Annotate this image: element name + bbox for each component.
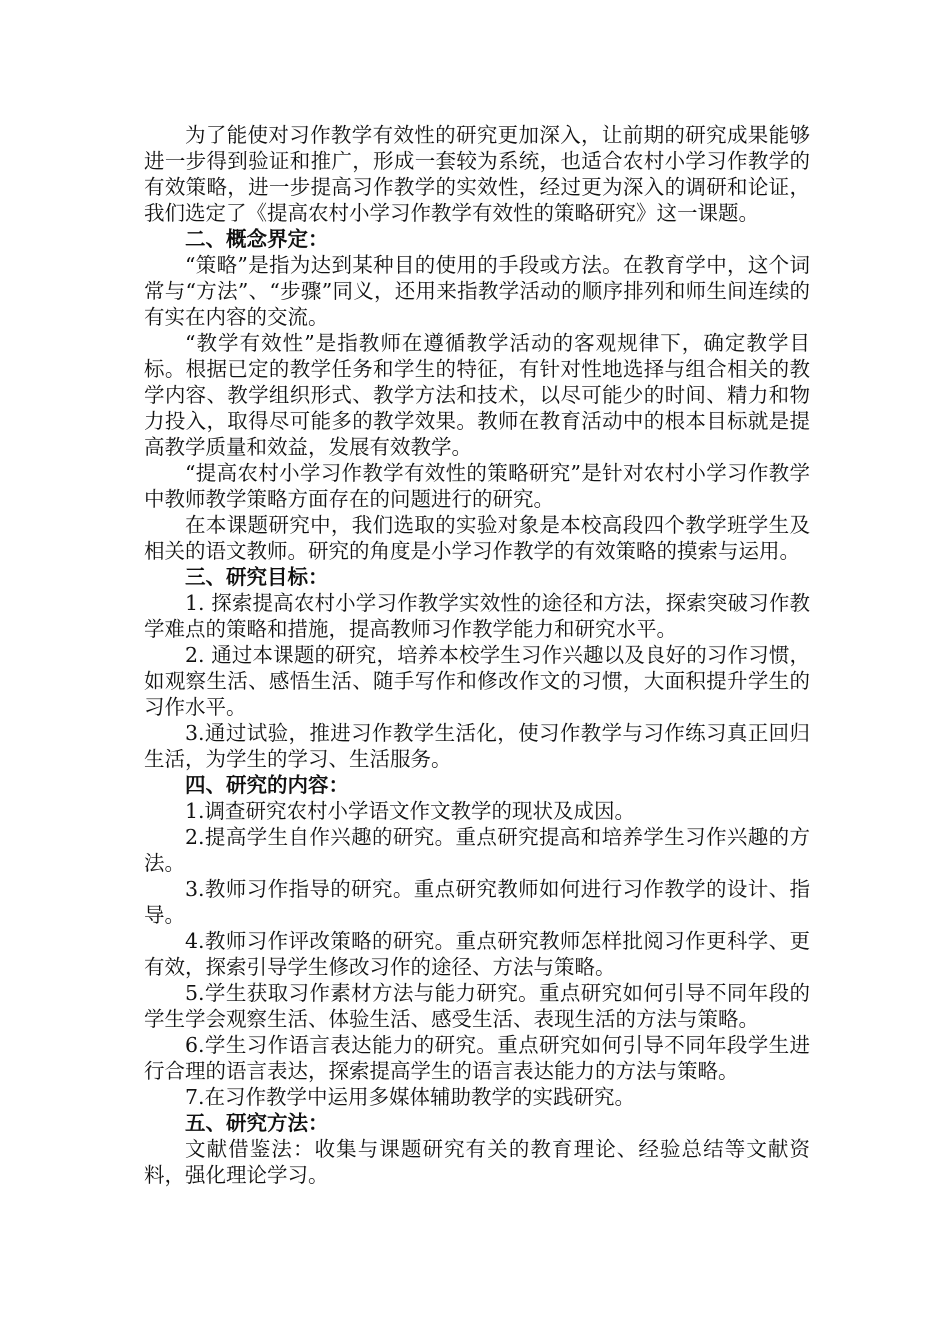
section-heading-concepts: 二、概念界定： <box>185 227 329 251</box>
content-item-6: 6.学生习作语言表达能力的研究。重点研究如何引导不同年段学生进行合理的语言表达，探索提高学生的语言表达能力的方法与策略。 <box>144 1033 810 1083</box>
section-heading-content: 四、研究的内容： <box>185 773 349 797</box>
content-item-2: 2.提高学生自作兴趣的研究。重点研究提高和培养学生习作兴趣的方法。 <box>144 825 810 875</box>
section-heading-methods: 五、研究方法： <box>185 1111 329 1135</box>
content-item-1: 1.调查研究农村小学语文作文教学的现状及成因。 <box>185 799 636 823</box>
definition-strategy-paragraph: “策略”是指为达到某种目的使用的手段或方法。在教育学中，这个词常与“方法”、“步骤”同义，还用来指教学活动的顺序排列和师生间连续的有实在内容的交流。 <box>144 253 810 329</box>
definition-effectiveness-paragraph: “教学有效性”是指教师在遵循教学活动的客观规律下，确定教学目标。根据已定的教学任务和学生的特征，有针对性地选择与组合相关的教学内容、教学组织形式、教学方法和技术，以尽可能少的时间、精力和物力投入，取得尽可能多的教学效果。教师在教育活动中的根本目标就是提高教学质量和效益，发展有效教学。 <box>144 331 810 459</box>
definition-topic-paragraph: “提高农村小学习作教学有效性的策略研究”是针对农村小学习作教学中教师教学策略方面存在的问题进行的研究。 <box>144 461 810 511</box>
goal-item-3: 3.通过试验，推进习作教学生活化，使习作教学与习作练习真正回归生活，为学生的学习、生活服务。 <box>144 721 810 771</box>
document-body <box>144 122 810 1188</box>
content-item-5: 5.学生获取习作素材方法与能力研究。重点研究如何引导不同年段的学生学会观察生活、体验生活、感受生活、表现生活的方法与策略。 <box>144 981 810 1031</box>
goal-item-1: 1. 探索提高农村小学习作教学实效性的途径和方法，探索突破习作教学难点的策略和措施，提高教师习作教学能力和研究水平。 <box>144 591 810 641</box>
intro-paragraph: 为了能使对习作教学有效性的研究更加深入，让前期的研究成果能够进一步得到验证和推广，形成一套较为系统，也适合农村小学习作教学的有效策略，进一步提高习作教学的实效性，经过更为深入的调研和论证，我们选定了《提高农村小学习作教学有效性的策略研究》这一课题。 <box>144 123 810 225</box>
goal-item-2: 2. 通过本课题的研究，培养本校学生习作兴趣以及良好的习作习惯，如观察生活、感悟生活、随手写作和修改作文的习惯，大面积提升学生的习作水平。 <box>144 643 810 719</box>
content-item-3: 3.教师习作指导的研究。重点研究教师如何进行习作教学的设计、指导。 <box>144 877 810 927</box>
research-subjects-paragraph: 在本课题研究中，我们选取的实验对象是本校高段四个教学班学生及相关的语文教师。研究的角度是小学习作教学的有效策略的摸索与运用。 <box>144 513 810 563</box>
section-heading-goals: 三、研究目标： <box>185 565 329 589</box>
method-item-literature: 文献借鉴法：收集与课题研究有关的教育理论、经验总结等文献资料，强化理论学习。 <box>144 1137 810 1187</box>
content-item-7: 7.在习作教学中运用多媒体辅助教学的实践研究。 <box>185 1085 636 1109</box>
content-item-4: 4.教师习作评改策略的研究。重点研究教师怎样批阅习作更科学、更有效，探索引导学生修改习作的途径、方法与策略。 <box>144 929 810 979</box>
